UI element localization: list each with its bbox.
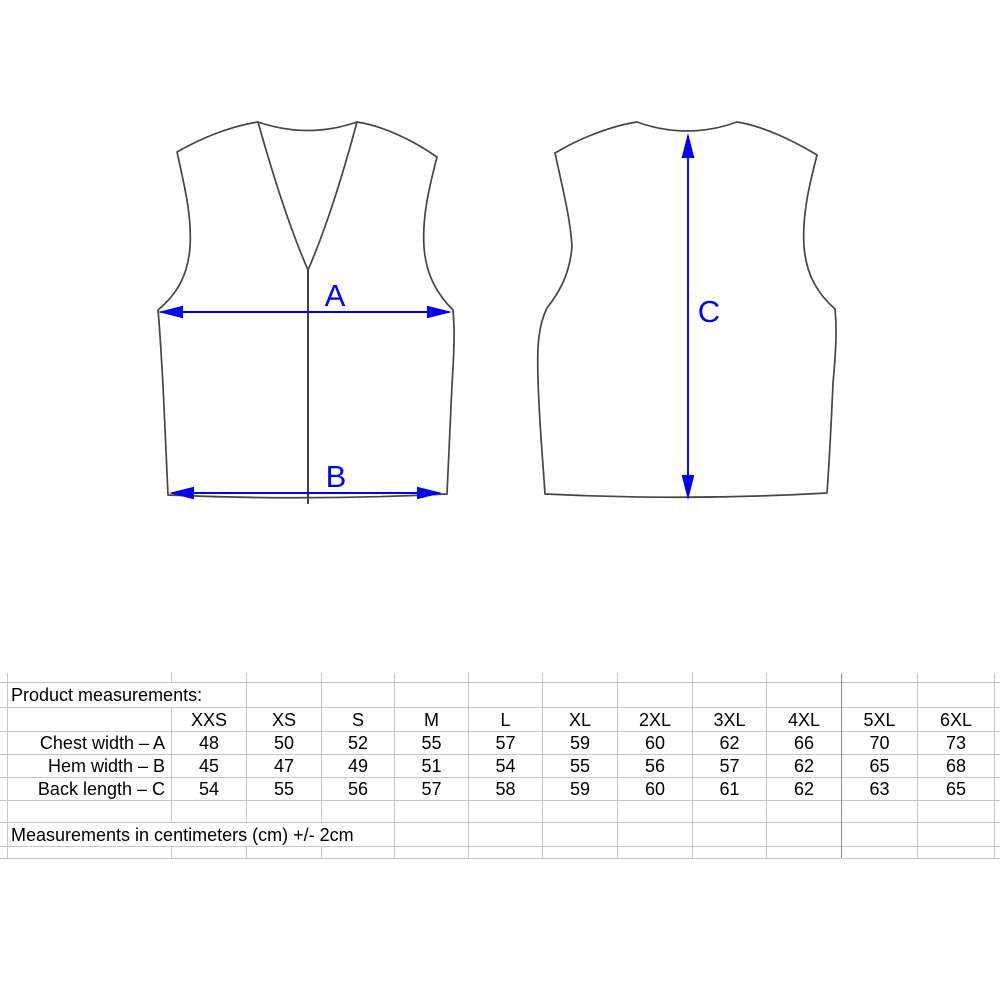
size-header-cell: 3XL <box>713 709 746 730</box>
value-cell: 62 <box>719 733 740 753</box>
value-cell: 60 <box>644 733 666 753</box>
size-header-cell: XXS <box>190 709 228 730</box>
size-header-cell: 4XL <box>787 709 821 730</box>
value-cell: 54 <box>495 756 516 776</box>
value-cell: 57 <box>495 733 516 753</box>
size-header-cell: 6XL <box>939 709 973 730</box>
value-cell: 51 <box>421 756 442 776</box>
row-label: Hem width – B <box>47 756 165 776</box>
size-header-cell: M <box>424 709 439 730</box>
value-cell: 48 <box>198 733 220 753</box>
value-cell: 61 <box>719 779 740 799</box>
value-cell: 60 <box>644 779 666 799</box>
value-cell: 63 <box>869 779 890 799</box>
value-cell: 62 <box>793 756 815 776</box>
value-cell: 59 <box>569 779 591 799</box>
row-label: Back length – C <box>37 779 165 799</box>
value-cell: 58 <box>495 779 516 799</box>
value-cell: 62 <box>793 779 815 799</box>
measure-label-a: A <box>324 278 346 313</box>
value-cell: 55 <box>569 756 591 776</box>
value-cell: 70 <box>869 733 890 753</box>
table-note: Measurements in centimeters (cm) +/- 2cm <box>8 823 390 846</box>
row-label: Chest width – A <box>39 733 165 753</box>
value-cell: 73 <box>945 733 967 753</box>
value-cell: 56 <box>347 779 369 799</box>
size-header-cell: XS <box>271 709 296 730</box>
value-cell: 47 <box>273 756 295 776</box>
value-cell: 50 <box>273 733 295 753</box>
size-header-cell: S <box>351 709 364 730</box>
value-cell: 56 <box>644 756 666 776</box>
value-cell: 52 <box>347 733 369 753</box>
value-cell: 65 <box>869 756 890 776</box>
value-cell: 65 <box>945 779 967 799</box>
size-header-cell: XL <box>568 709 592 730</box>
value-cell: 68 <box>945 756 967 776</box>
measure-label-c: C <box>697 294 721 329</box>
value-cell: 49 <box>347 756 369 776</box>
value-cell: 57 <box>719 756 740 776</box>
measure-label-b: B <box>325 459 347 494</box>
value-cell: 59 <box>569 733 591 753</box>
value-cell: 55 <box>273 779 295 799</box>
size-header-cell: 5XL <box>863 709 896 730</box>
size-header-cell: L <box>500 709 511 730</box>
table-title: Product measurements: <box>8 683 213 707</box>
value-cell: 54 <box>198 779 220 799</box>
value-cell: 57 <box>421 779 442 799</box>
value-cell: 45 <box>198 756 220 776</box>
value-cell: 66 <box>793 733 815 753</box>
size-header-cell: 2XL <box>638 709 672 730</box>
value-cell: 55 <box>421 733 442 753</box>
